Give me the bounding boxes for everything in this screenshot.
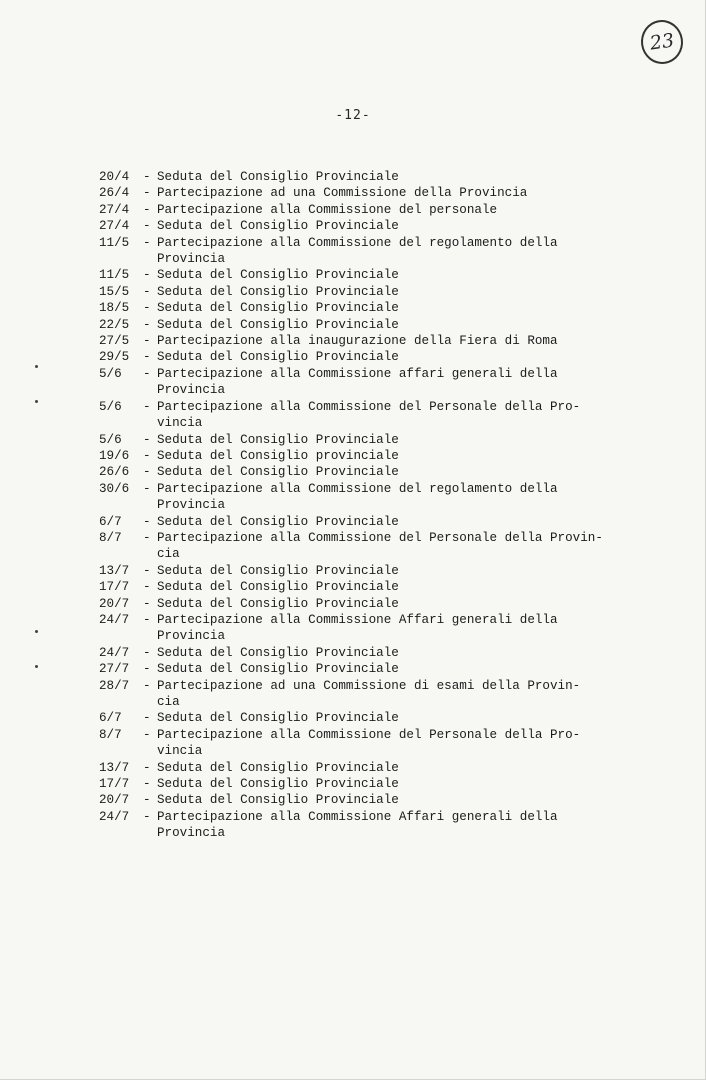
- entry-text: Partecipazione alla Commissione del regolamento della Provincia: [157, 481, 558, 513]
- entry-text: Partecipazione alla inaugurazione della Fiera di Roma: [157, 334, 558, 349]
- entry-dash: -: [143, 711, 151, 726]
- list-item: [99, 760, 659, 776]
- entry-date: 26/6: [99, 465, 130, 480]
- entry-date: 24/7: [99, 809, 130, 824]
- entry-date: 30/6: [99, 481, 130, 496]
- entry-dash: -: [143, 186, 151, 201]
- entry-dash: -: [143, 777, 151, 792]
- entry-date: 6/7: [99, 711, 122, 726]
- list-item: [99, 202, 659, 218]
- entry-dash: -: [143, 580, 151, 595]
- entry-dash: -: [143, 678, 151, 693]
- entry-date: 20/4: [99, 170, 130, 184]
- entry-text: Partecipazione alla Commissione del regolamento della Provincia: [157, 235, 558, 267]
- entry-text: Seduta del Consiglio Provinciale: [157, 777, 399, 792]
- entry-text: Seduta del Consiglio Provinciale: [157, 793, 399, 808]
- entry-date: 17/7: [99, 580, 130, 595]
- list-item: [99, 300, 659, 316]
- entry-date: 28/7: [99, 678, 130, 693]
- entry-date: 11/5: [99, 268, 130, 283]
- entry-date: 24/7: [99, 645, 130, 660]
- entry-date: 20/7: [99, 596, 130, 611]
- entry-text: Partecipazione alla Commissione Affari generali della Provincia: [157, 612, 558, 644]
- list-item: [99, 727, 659, 760]
- entry-dash: -: [143, 596, 151, 611]
- list-item: [99, 235, 659, 268]
- entry-dash: -: [143, 514, 151, 529]
- margin-mark: [35, 400, 38, 403]
- entry-date: 26/4: [99, 186, 130, 201]
- list-item: [99, 481, 659, 514]
- entry-date: 13/7: [99, 760, 130, 775]
- entry-text: Partecipazione ad una Commissione della Provincia: [157, 186, 528, 201]
- entry-dash: -: [143, 727, 151, 742]
- list-item: [99, 792, 659, 808]
- entry-text: Seduta del Consiglio Provinciale: [157, 284, 399, 299]
- entry-date: 27/4: [99, 219, 130, 234]
- entry-dash: -: [143, 448, 151, 463]
- entry-date: 17/7: [99, 777, 130, 792]
- list-item: [99, 678, 659, 711]
- entry-text: Seduta del Consiglio Provinciale: [157, 596, 399, 611]
- list-item: [99, 317, 659, 333]
- entry-dash: -: [143, 235, 151, 250]
- entry-dash: -: [143, 645, 151, 660]
- entry-text: Seduta del Consiglio Provinciale: [157, 760, 399, 775]
- list-item: [99, 366, 659, 399]
- entry-dash: -: [143, 366, 151, 381]
- entry-dash: -: [143, 268, 151, 283]
- list-item: [99, 333, 659, 349]
- entry-date: 24/7: [99, 612, 130, 627]
- entry-text: Partecipazione ad una Commissione di esami della Provin- cia: [157, 678, 581, 709]
- entry-text: Seduta del Consiglio Provinciale: [157, 662, 399, 677]
- list-item: [99, 661, 659, 677]
- list-item: [99, 596, 659, 612]
- page-number: -12-: [335, 108, 371, 123]
- margin-mark: [35, 365, 38, 368]
- entry-dash: -: [143, 350, 151, 365]
- entry-dash: -: [143, 284, 151, 299]
- entry-dash: -: [143, 481, 151, 496]
- entry-text: Partecipazione alla Commissione del Personale della Pro- vincia: [157, 399, 581, 431]
- list-item: [99, 710, 659, 726]
- entry-text: Seduta del Consiglio Provinciale: [157, 645, 399, 660]
- entry-text: Partecipazione alla Commissione affari generali della Provincia: [157, 366, 558, 398]
- list-item: [99, 284, 659, 300]
- entry-date: 27/4: [99, 202, 130, 217]
- list-item: [99, 349, 659, 365]
- entry-dash: -: [143, 317, 151, 332]
- list-item: [99, 218, 659, 234]
- entry-text: Seduta del Consiglio Provinciale: [157, 514, 399, 529]
- entry-date: 27/5: [99, 334, 130, 349]
- margin-mark: [35, 630, 38, 633]
- list-item: [99, 809, 659, 842]
- entry-date: 19/6: [99, 448, 130, 463]
- entry-text: Partecipazione alla Commissione del personale: [157, 202, 498, 217]
- margin-mark: [35, 665, 38, 668]
- entry-dash: -: [143, 465, 151, 480]
- entry-date: 29/5: [99, 350, 130, 365]
- entry-date: 5/6: [99, 366, 122, 381]
- entry-date: 5/6: [99, 432, 122, 447]
- list-item: [99, 579, 659, 595]
- entry-dash: -: [143, 301, 151, 316]
- entry-text: Seduta del Consiglio Provinciale: [157, 317, 399, 332]
- entry-dash: -: [143, 170, 151, 184]
- entry-dash: -: [143, 530, 151, 545]
- entry-dash: -: [143, 432, 151, 447]
- activity-list: [99, 169, 659, 842]
- entry-text: Seduta del Consiglio Provinciale: [157, 580, 399, 595]
- entry-text: Seduta del Consiglio Provinciale: [157, 711, 399, 726]
- entry-text: Seduta del Consiglio Provinciale: [157, 432, 399, 447]
- entry-date: 6/7: [99, 514, 122, 529]
- list-item: [99, 399, 659, 432]
- entry-date: 22/5: [99, 317, 130, 332]
- list-item: [99, 185, 659, 201]
- entry-dash: -: [143, 662, 151, 677]
- entry-dash: -: [143, 760, 151, 775]
- entry-date: 18/5: [99, 301, 130, 316]
- list-item: [99, 432, 659, 448]
- entry-text: Seduta del Consiglio Provinciale: [157, 268, 399, 283]
- entry-date: 27/7: [99, 662, 130, 677]
- entry-date: 5/6: [99, 399, 122, 414]
- entry-date: 8/7: [99, 530, 122, 545]
- entry-text: Seduta del Consiglio Provinciale: [157, 301, 399, 316]
- list-item: [99, 563, 659, 579]
- entry-text: Partecipazione alla Commissione del Personale della Provin- cia: [157, 530, 603, 562]
- entry-date: 8/7: [99, 727, 122, 742]
- entry-dash: -: [143, 809, 151, 824]
- list-item: [99, 514, 659, 530]
- page-stamp: 23: [638, 17, 686, 66]
- entry-dash: -: [143, 612, 151, 627]
- entry-date: 20/7: [99, 793, 130, 808]
- list-item: [99, 448, 659, 464]
- entry-dash: -: [143, 219, 151, 234]
- entry-text: Seduta del Consiglio Provinciale: [157, 350, 399, 365]
- entry-text: Seduta del Consiglio Provinciale: [157, 563, 399, 578]
- list-item: [99, 169, 659, 185]
- entry-text: Seduta del Consiglio Provinciale: [157, 465, 399, 480]
- list-item: [99, 464, 659, 480]
- entry-date: 11/5: [99, 235, 130, 250]
- list-item: [99, 530, 659, 563]
- entry-dash: -: [143, 334, 151, 349]
- entry-dash: -: [143, 399, 151, 414]
- entry-text: Seduta del Consiglio Provinciale: [157, 170, 399, 184]
- entry-dash: -: [143, 563, 151, 578]
- entry-date: 13/7: [99, 563, 130, 578]
- list-item: [99, 776, 659, 792]
- entry-text: Seduta del Consiglio Provinciale: [157, 219, 399, 234]
- entry-date: 15/5: [99, 284, 130, 299]
- entry-text: Partecipazione alla Commissione del Personale della Pro- vincia: [157, 727, 581, 759]
- entry-text: Seduta del Consiglio provinciale: [157, 448, 399, 463]
- entry-dash: -: [143, 793, 151, 808]
- list-item: [99, 645, 659, 661]
- list-item: [99, 267, 659, 283]
- entry-dash: -: [143, 202, 151, 217]
- entry-text: Partecipazione alla Commissione Affari generali della Provincia: [157, 809, 558, 841]
- list-item: [99, 612, 659, 645]
